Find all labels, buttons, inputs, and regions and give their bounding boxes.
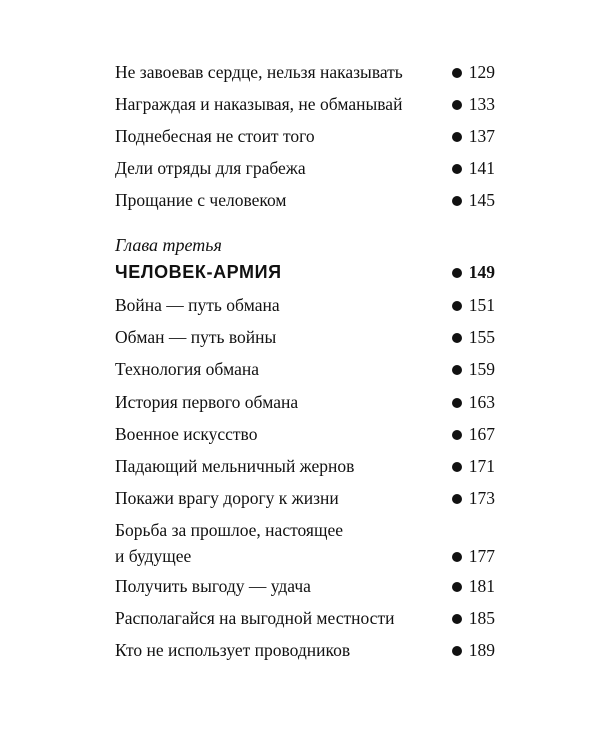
toc-entry-title: Покажи врагу дорогу к жизни	[115, 488, 339, 508]
bullet-dot-icon	[452, 164, 462, 174]
toc-entry-page	[452, 453, 495, 479]
toc-entry-title: Падающий мельничный жернов	[115, 456, 355, 476]
toc-entry	[115, 605, 495, 631]
toc-entry-page-number: 129	[468, 62, 495, 82]
bullet-dot-icon	[452, 268, 462, 278]
bullet-dot-icon	[452, 301, 462, 311]
toc-entry-page-number: 189	[468, 640, 495, 660]
toc-entry-page-number: 173	[468, 488, 495, 508]
toc-entry-page	[452, 485, 495, 511]
toc-entry-title: Кто не использует проводников	[115, 640, 351, 660]
toc-entry-title: Война — путь обмана	[115, 295, 280, 315]
toc-entry-page-number: 167	[468, 424, 495, 444]
toc-entry-page-number: 137	[468, 126, 495, 146]
toc-entry-page-number: 185	[468, 608, 495, 628]
toc-entry-page	[452, 421, 495, 447]
toc-entry-title: Прощание с человеком	[115, 190, 287, 210]
bullet-dot-icon	[452, 333, 462, 343]
toc-entry-page-number: 163	[468, 392, 495, 412]
toc-entry	[115, 155, 495, 181]
toc-entry-page	[452, 123, 495, 149]
toc-entry	[115, 356, 495, 382]
toc-entry	[115, 453, 495, 479]
toc-entry-page-number: 181	[468, 576, 495, 596]
toc-entry	[115, 292, 495, 318]
toc-entry	[115, 187, 495, 213]
toc-entry-page	[452, 356, 495, 382]
toc-entry-page-number: 145	[468, 190, 495, 210]
toc-entry-title: Награждая и наказывая, не обманывай	[115, 94, 403, 114]
toc-entry-title: Дели отряды для грабежа	[115, 158, 306, 178]
toc-entry	[115, 485, 495, 511]
toc-entry	[115, 573, 495, 599]
bullet-dot-icon	[452, 365, 462, 375]
toc-entry-page-number: 171	[468, 456, 495, 476]
bullet-dot-icon	[452, 100, 462, 110]
chapter-title: ЧЕЛОВЕК-АРМИЯ	[115, 262, 282, 282]
toc-entry-page	[452, 292, 495, 318]
chapter-page	[452, 258, 495, 286]
bullet-dot-icon	[452, 552, 462, 562]
toc-entry-page	[452, 637, 495, 663]
toc-entry	[115, 59, 495, 85]
bullet-dot-icon	[452, 68, 462, 78]
toc-entry-title: Получить выгоду — удача	[115, 576, 311, 596]
toc-entry	[115, 389, 495, 415]
toc-entry-page	[452, 324, 495, 350]
chapter-page-number: 149	[468, 262, 495, 282]
toc-entry-title-line-1: Борьба за прошлое, настоящее	[115, 520, 343, 540]
bullet-dot-icon	[452, 196, 462, 206]
bullet-dot-icon	[452, 462, 462, 472]
toc-entry-page	[452, 573, 495, 599]
toc-entry-page-number: 155	[468, 327, 495, 347]
toc-entry	[115, 637, 495, 663]
toc-entry-title: Военное искусство	[115, 424, 258, 444]
bullet-dot-icon	[452, 614, 462, 624]
toc-entry-page	[452, 389, 495, 415]
toc-entry	[115, 324, 495, 350]
toc-entry-page-number: 141	[468, 158, 495, 178]
toc-entry-title: История первого обмана	[115, 392, 299, 412]
bullet-dot-icon	[452, 646, 462, 656]
toc-entry	[115, 421, 495, 447]
chapter-heading	[115, 258, 495, 286]
chapter-label: Глава третья	[115, 235, 222, 255]
toc-entry	[115, 123, 495, 149]
toc-entry-title: Технология обмана	[115, 359, 259, 379]
bullet-dot-icon	[452, 132, 462, 142]
toc-entry-page	[452, 187, 495, 213]
toc-entry-page	[452, 543, 495, 569]
bullet-dot-icon	[452, 430, 462, 440]
toc-entry-page-number: 151	[468, 295, 495, 315]
toc-entry-title: Располагайся на выгодной местности	[115, 608, 395, 628]
bullet-dot-icon	[452, 494, 462, 504]
toc-entry-page-number: 159	[468, 359, 495, 379]
toc-entry-page	[452, 59, 495, 85]
toc-entry-title: Обман — путь войны	[115, 327, 277, 347]
toc-entry-title: Не завоевав сердце, нельзя наказывать	[115, 62, 403, 82]
toc-entry	[115, 91, 495, 117]
toc-entry-title-line-2: и будущее	[115, 546, 192, 566]
toc-entry-title: Поднебесная не стоит того	[115, 126, 315, 146]
toc-entry-page-number: 177	[468, 546, 495, 566]
toc-entry-page	[452, 155, 495, 181]
toc-entry-multiline	[115, 517, 495, 569]
bullet-dot-icon	[452, 582, 462, 592]
toc-entry-page-number: 133	[468, 94, 495, 114]
toc-entry-page	[452, 605, 495, 631]
toc-entry-page	[452, 91, 495, 117]
bullet-dot-icon	[452, 398, 462, 408]
